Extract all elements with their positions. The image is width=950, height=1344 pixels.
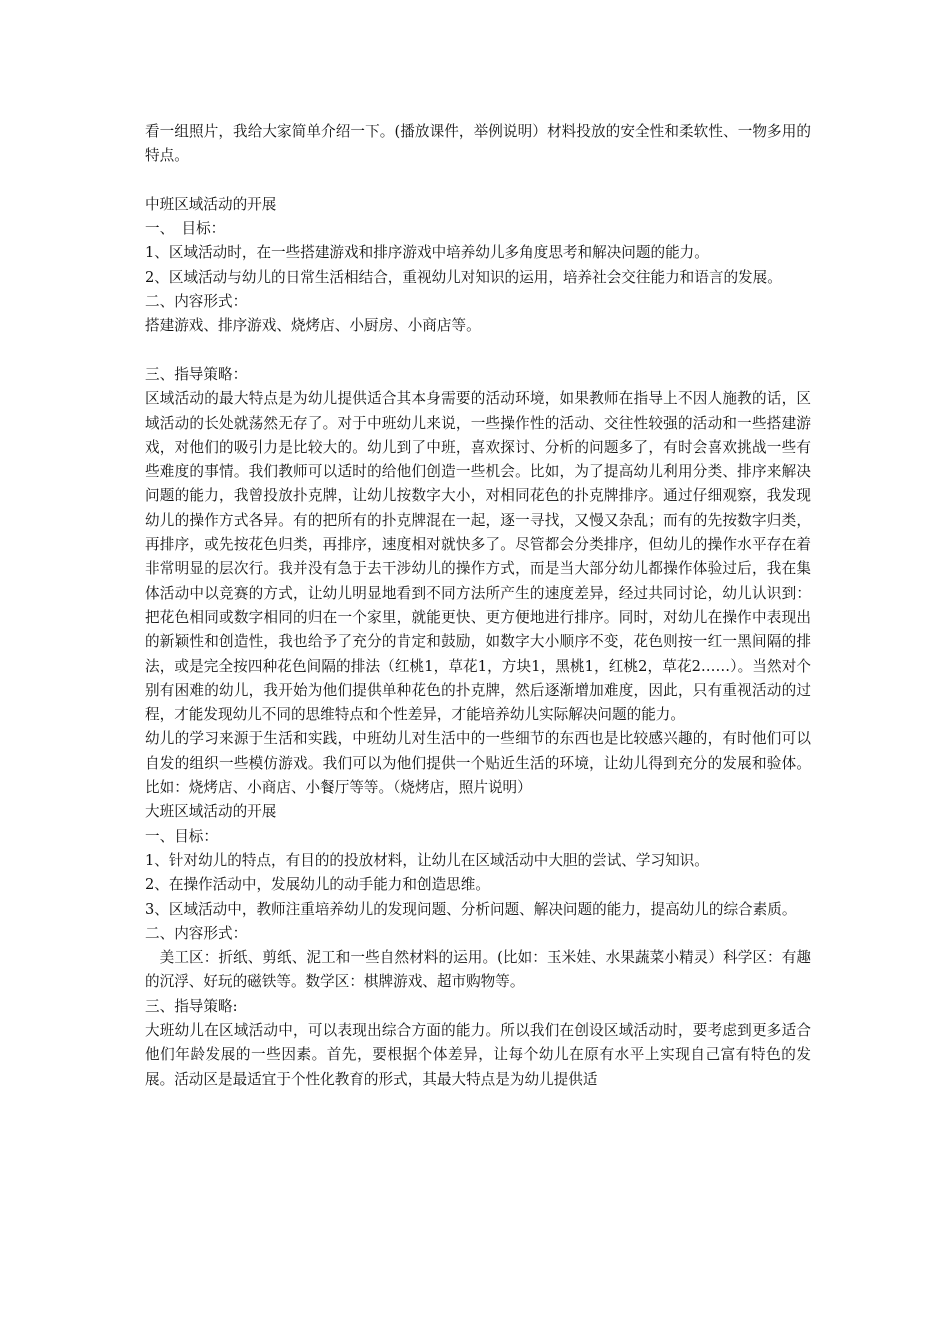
blank-line bbox=[145, 169, 811, 193]
section-heading-middle-class: 中班区域活动的开展 bbox=[145, 195, 277, 213]
list-item: 2、区域活动与幼儿的日常生活相结合，重视幼儿对知识的运用，培养社会交往能力和语言的发展。 bbox=[145, 268, 782, 286]
blank-line bbox=[145, 339, 811, 363]
list-item: 2、在操作活动中，发展幼儿的动手能力和创造思维。 bbox=[145, 876, 490, 894]
subheading-goals: 一、目标： bbox=[145, 827, 218, 845]
paragraph: 幼儿的学习来源于生活和实践，中班幼儿对生活中的一些细节的东西也是比较感兴趣的，有时他们可以自发的组织一些模仿游戏。我们可以为他们提供一个贴近生活的环境，让幼儿得到充分的发展和验体。比如：烧烤店、小商店、小餐厅等等。（烧烤店，照片说明） bbox=[145, 730, 811, 797]
paragraph: 看一组照片，我给大家简单介绍一下。(播放课件，举例说明）材料投放的安全性和柔软性、一物多用的特点。 bbox=[145, 123, 811, 165]
subheading-content-form: 二、内容形式： bbox=[145, 924, 248, 942]
paragraph: 搭建游戏、排序游戏、烧烤店、小厨房、小商店等。 bbox=[145, 317, 481, 335]
paragraph: 区域活动的最大特点是为幼儿提供适合其本身需要的活动环境，如果教师在指导上不因人施教的话，区域活动的长处就荡然无存了。对于中班幼儿来说，一些操作性的活动、交往性较强的活动和一些搭建游戏，对他们的吸引力是比较大的。幼儿到了中班，喜欢探讨、分析的问题多了，有时会喜欢挑战一些有些难度的事情。我们教师可以适时的给他们创造一些机会。比如，为了提高幼儿利用分类、排序来解决问题的能力，我曾投放扑克牌，让幼儿按数字大小，对相同花色的扑克牌排序。通过仔细观察，我发现幼儿的操作方式各异。有的把所有的扑克牌混在一起，逐一寻找，又慢又杂乱；而有的先按数字归类，再排序，或先按花色归类，再排序，速度相对就快多了。尽管都会分类排序，但幼儿的操作水平存在着非常明显的层次行。我并没有急于去干涉幼儿的操作方式，而是当大部分幼儿都操作体验过后，我在集体活动中以竞赛的方式，让幼儿明显地看到不同方法所产生的速度差异，经过共同讨论，幼儿认识到：把花色相同或数字相同的归在一个家里，就能更快、更方便地进行排序。同时，对幼儿在操作中表现出的新颖性和创造性，我也给予了充分的肯定和鼓励，如数字大小顺序不变，花色则按一红一黑间隔的排法，或是完全按四种花色间隔的排法（红桃1，草花1，方块1，黑桃1，红桃2，草花2……）。当然对个别有困难的幼儿，我开始为他们提供单种花色的扑克牌，然后逐渐增加难度，因此，只有重视活动的过程，才能发现幼儿不同的思维特点和个性差异，才能培养幼儿实际解决问题的能力。 bbox=[145, 390, 811, 724]
list-item: 3、区域活动中，教师注重培养幼儿的发现问题、分析问题、解决问题的能力，提高幼儿的综合素质。 bbox=[145, 900, 797, 918]
section-heading-senior-class: 大班区域活动的开展 bbox=[145, 803, 277, 821]
paragraph: 大班幼儿在区域活动中，可以表现出综合方面的能力。所以我们在创设区域活动时，要考虑到更多适合他们年龄发展的一些因素。首先，要根据个体差异，让每个幼儿在原有水平上实现自己富有特色的发展。活动区是最适宜于个性化教育的形式，其最大特点是为幼儿提供适 bbox=[145, 1021, 811, 1088]
subheading-guidance-strategy: 三、指导策略： bbox=[145, 365, 248, 383]
subheading-guidance-strategy: 三、指导策略: bbox=[145, 997, 238, 1015]
list-item: 1、区域活动时，在一些搭建游戏和排序游戏中培养幼儿多角度思考和解决问题的能力。 bbox=[145, 244, 709, 262]
subheading-content-form: 二、内容形式： bbox=[145, 293, 248, 311]
list-item: 1、针对幼儿的特点，有目的的投放材料，让幼儿在区域活动中大胆的尝试、学习知识。 bbox=[145, 851, 709, 869]
paragraph: 美工区：折纸、剪纸、泥工和一些自然材料的运用。(比如：玉米娃、水果蔬菜小精灵）科学区：有趣的沉浮、好玩的磁铁等。数学区：棋牌游戏、超市购物等。 bbox=[145, 949, 811, 991]
subheading-goals: 一、 目标： bbox=[145, 220, 226, 238]
document-body bbox=[145, 120, 811, 1092]
